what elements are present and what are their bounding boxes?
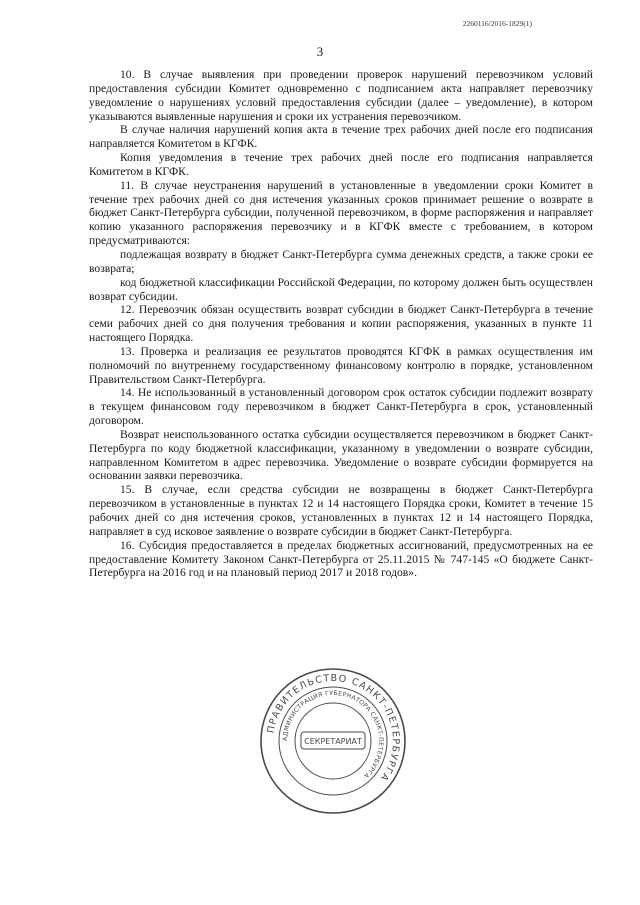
seal-center-text: СЕКРЕТАРИАТ <box>304 737 362 746</box>
paragraph-budget-code: код бюджетной классификации Российской Федерации, по которому должен быть осуществлен возврат субсидии. <box>89 275 593 303</box>
page-number: 3 <box>316 44 324 59</box>
paragraph-16: 16. Субсидия предоставляется в пределах бюджетных ассигнований, предусмотренных на ее предоставление Комитету Законом Санкт-Петербурга от 25.11.2015 № 747-145 «О бюджете Санкт-Петербурга на 2016 год и на плановый период 2017 и 2018 годов». <box>89 538 593 580</box>
paragraph-refund-amount: подлежащая возврату в бюджет Санкт-Петербурга сумма денежных средств, а также сроки ее возврата; <box>89 247 593 275</box>
paragraph-10: 10. В случае выявления при проведении проверок нарушений перевозчиком условий предоставления субсидии Комитет одновременно с подписанием акта направляет перевозчику уведомление о нарушениях условий предоставления субсидии (далее – уведомление), в котором указываются выявленные нарушения и сроки их устранения перевозчиком. <box>89 68 593 123</box>
document-reference-number: 2260116/2016-1829(1) <box>462 19 532 28</box>
seal-graphic <box>258 666 408 816</box>
official-seal-stamp <box>258 666 408 816</box>
paragraph-notice-copy: Копия уведомления в течение трех рабочих дней после его подписания направляется Комитетом в КГФК. <box>89 151 593 178</box>
paragraph-unused-balance: Возврат неиспользованного остатка субсидии осуществляется перевозчиком в бюджет Санкт-Петербурга по коду бюджетной классификации, указанному в уведомлении о возврате субсидии, направленном Комитетом в адрес перевозчика. Уведомление о возврате субсидии формируется на основании заявки перевозчика. <box>89 427 593 483</box>
paragraph-act-copy: В случае наличия нарушений копия акта в течение трех рабочих дней после его подписания направляется Комитетом в КГФК. <box>89 123 593 151</box>
paragraph-12: 12. Перевозчик обязан осуществить возврат субсидии в бюджет Санкт-Петербурга в течение семи рабочих дней со дня получения требования и копии распоряжения, указанных в пункте 11 настоящего Порядка. <box>89 303 593 345</box>
document-body <box>89 68 593 580</box>
paragraph-15: 15. В случае, если средства субсидии не возвращены в бюджет Санкт-Петербурга перевозчиком в установленные в пунктах 12 и 14 настоящего Порядка сроки, Комитет в течение 15 рабочих дней со дня истечения сроков, установленных в пунктах 12 и 14 настоящего Порядка, направляет в суд исковое заявление о возврате субсидии в бюджет Санкт-Петербурга. <box>89 483 593 538</box>
paragraph-13: 13. Проверка и реализация ее результатов проводятся КГФК в рамках осуществления им полномочий по внутреннему государственному финансовому контролю в порядке, установленном Правительством Санкт-Петербурга. <box>89 344 593 386</box>
paragraph-14: 14. Не использованный в установленный договором срок остаток субсидии подлежит возврату в текущем финансовом году перевозчиком в бюджет Санкт-Петербурга в срок, установленный договором. <box>89 386 593 428</box>
paragraph-11: 11. В случае неустранения нарушений в установленные в уведомлении сроки Комитет в течение трех рабочих дней со дня истечения указанных сроков принимает решение о возврате в бюджет Санкт-Петербурга субсидии, полученной перевозчиком, в форме распоряжения и направляет копию указанного распоряжения перевозчику и в КГФК вместе с требованием, в котором предусматриваются: <box>89 178 593 248</box>
seal-outer-ring-path-text: ПРАВИТЕЛЬСТВО САНКТ-ПЕТЕРБУРГА <box>265 672 402 784</box>
seal-inner-ring-path-text: АДМИНИСТРАЦИЯ ГУБЕРНАТОРА САНКТ-ПЕТЕРБУРГА <box>281 689 385 780</box>
